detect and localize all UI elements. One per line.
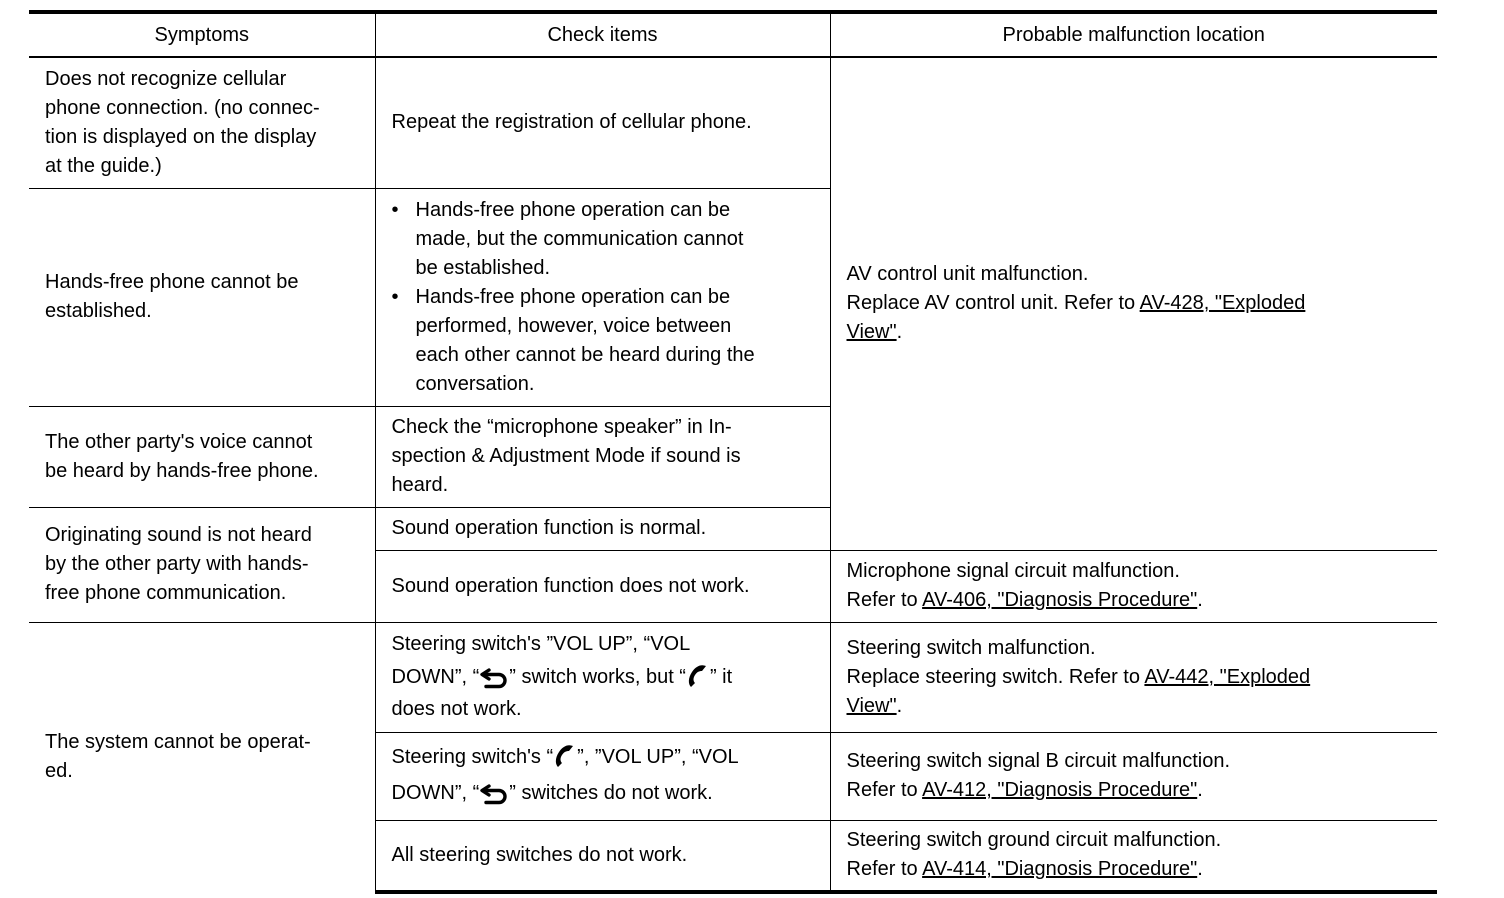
symptom-cell bbox=[29, 406, 375, 507]
header-row bbox=[29, 12, 1437, 57]
av-412-link[interactable]: AV-412, "Diagnosis Procedure" bbox=[922, 779, 1198, 801]
symptom-cell bbox=[29, 622, 375, 892]
list-item: • Hands-free phone operation can be performed, however, voice between each other cannot be heard during the conversation. bbox=[391, 285, 755, 395]
av-428-link[interactable]: AV-428, "Exploded bbox=[1139, 292, 1306, 315]
troubleshooting-table bbox=[29, 10, 1437, 894]
check-cell: Sound operation function does not work. bbox=[375, 550, 830, 622]
back-arrow-icon bbox=[479, 783, 509, 805]
check-cell: Steering switch's ”VOL UP”, “VOL DOWN”, “ ” switch works, but “ ” it does not work. bbox=[375, 622, 830, 732]
check-cell bbox=[375, 188, 830, 406]
av-414-link[interactable]: AV-414, "Diagnosis Procedure" bbox=[922, 858, 1198, 881]
header-symptoms: Symptoms bbox=[29, 12, 375, 57]
back-arrow-icon bbox=[479, 667, 509, 689]
check-cell: Check the “microphone speaker” in In- spection & Adjustment Mode if sound is heard. bbox=[375, 406, 830, 507]
location-cell: Steering switch malfunction. Replace steering switch. Refer to AV-442, "Exploded View". bbox=[830, 622, 1437, 732]
symptom-cell bbox=[29, 57, 375, 188]
phone-icon bbox=[686, 663, 710, 689]
av-442-link[interactable]: View" bbox=[846, 694, 897, 717]
table-row bbox=[29, 57, 1437, 188]
location-text: Replace AV control unit. Refer to bbox=[846, 292, 1140, 315]
symptom-text: established. bbox=[45, 300, 152, 322]
symptom-text: by the other party with hands- bbox=[45, 553, 309, 575]
location-text: AV control unit malfunction. bbox=[846, 263, 1089, 286]
symptom-text: ed. bbox=[45, 760, 73, 783]
table-row bbox=[29, 622, 1437, 732]
location-cell: Steering switch signal B circuit malfunction. Refer to AV-412, "Diagnosis Procedure". bbox=[830, 732, 1437, 820]
check-cell bbox=[375, 57, 830, 188]
location-cell: Steering switch ground circuit malfunction. Refer to AV-414, "Diagnosis Procedure". bbox=[830, 820, 1437, 892]
symptom-text: Does not recognize cellular bbox=[45, 67, 287, 90]
symptom-text: be heard by hands-free phone. bbox=[45, 459, 319, 482]
list-item: • Hands-free phone operation can be made, but the communication cannot be established. bbox=[391, 198, 744, 279]
header-check-items: Check items bbox=[375, 12, 830, 57]
symptom-text: free phone communication. bbox=[45, 582, 287, 604]
symptom-text: at the guide.) bbox=[45, 154, 162, 177]
av-406-link[interactable]: AV-406, "Diagnosis Procedure" bbox=[922, 589, 1198, 611]
symptom-text: Hands-free phone cannot be bbox=[45, 271, 299, 293]
symptom-text: The system cannot be operat- bbox=[45, 731, 311, 754]
symptom-text: The other party's voice cannot bbox=[45, 430, 313, 453]
location-cell: Microphone signal circuit malfunction. Refer to AV-406, "Diagnosis Procedure". bbox=[830, 550, 1437, 622]
symptom-cell bbox=[29, 188, 375, 406]
symptom-text: tion is displayed on the display bbox=[45, 125, 317, 148]
phone-icon bbox=[553, 743, 577, 769]
check-cell: All steering switches do not work. bbox=[375, 820, 830, 892]
check-cell: Sound operation function is normal. bbox=[375, 507, 830, 550]
symptom-cell bbox=[29, 507, 375, 622]
check-text: Repeat the registration of cellular phone. bbox=[391, 111, 752, 134]
check-list bbox=[392, 196, 816, 399]
location-cell-av: AV control unit malfunction. Replace AV control unit. Refer to AV-428, "Exploded View". bbox=[830, 57, 1437, 550]
av-428-link[interactable]: View" bbox=[846, 321, 897, 344]
check-cell: Steering switch's “ ”, ”VOL UP”, “VOL DOWN”, “ ” switches do not work. bbox=[375, 732, 830, 820]
av-442-link[interactable]: AV-442, "Exploded bbox=[1144, 665, 1311, 688]
header-location: Probable malfunction location bbox=[830, 12, 1437, 57]
symptom-text: Originating sound is not heard bbox=[45, 524, 312, 546]
symptom-text: phone connection. (no connec- bbox=[45, 96, 320, 119]
